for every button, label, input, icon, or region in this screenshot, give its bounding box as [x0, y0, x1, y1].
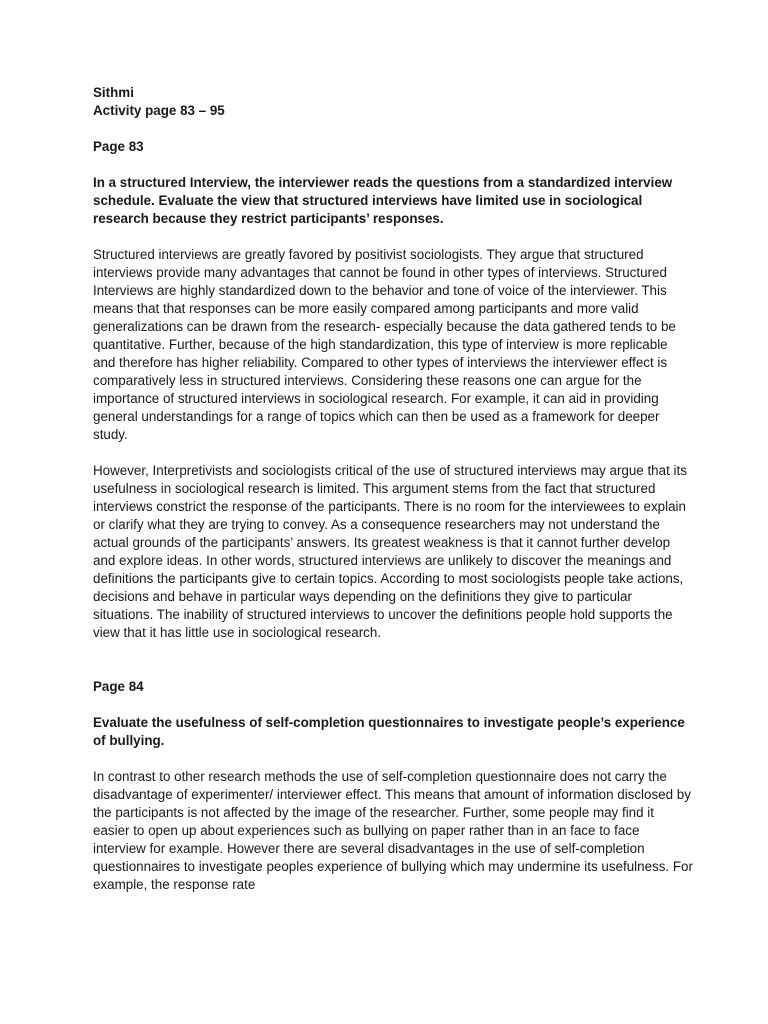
paragraph-questionnaires: In contrast to other research methods the use of self-completion questionnaire does not carry the disadvantage of experimenter/ interviewer effect. This means that amount of information disclosed by the participants is not affected by the image of the researcher. Further, some people may find it easier to open up about experiences such as bullying on paper rather than in an face to face interview for example. However there are several disadvantages in the use of self-completion questionnaires to investigate peoples experience of bullying which may undermine its usefulness. For example, the response rate	[93, 769, 693, 892]
question-page-83: In a structured Interview, the interviewer reads the questions from a standardized interview schedule. Evaluate the view that structured interviews have limited use in sociological research because they restrict participants’ responses.	[93, 175, 673, 226]
question-page-84: Evaluate the usefulness of self-completion questionnaires to investigate people’s experience of bullying.	[93, 715, 685, 748]
page-83-label: Page 83	[93, 139, 144, 154]
author-name: Sithmi	[93, 85, 134, 100]
document-page	[93, 84, 693, 894]
page-84-label: Page 84	[93, 679, 144, 694]
paragraph-positivist: Structured interviews are greatly favored by positivist sociologists. They argue that structured interviews provide many advantages that cannot be found in other types of interviews. Structured Interviews are highly standardized down to the behavior and tone of voice of the interviewer. This means that that responses can be more easily compared among participants and more valid generalizations can be drawn from the research- especially because the data gathered tends to be quantitative. Further, because of the high standardization, this type of interview is more replicable and therefore has higher reliability. Compared to other types of interviews the interviewer effect is comparatively less in structured interviews. Considering these reasons one can argue for the importance of structured interviews in sociological research. For example, it can aid in providing general understandings for a range of topics which can then be used as a framework for deeper study.	[93, 247, 676, 442]
paragraph-interpretivist: However, Interpretivists and sociologists critical of the use of structured interviews may argue that its usefulness in sociological research is limited. This argument stems from the fact that structured interviews constrict the response of the participants. There is no room for the interviewees to explain or clarify what they are trying to convey. As a consequence researchers may not understand the actual grounds of the participants’ answers. Its greatest weakness is that it cannot further develop and explore ideas. In other words, structured interviews are unlikely to discover the meanings and definitions the participants give to certain topics. According to most sociologists people take actions, decisions and behave in particular ways depending on the definitions they give to particular situations. The inability of structured interviews to uncover the definitions people hold supports the view that it has little use in sociological research.	[93, 463, 687, 640]
activity-range: Activity page 83 – 95	[93, 103, 225, 118]
